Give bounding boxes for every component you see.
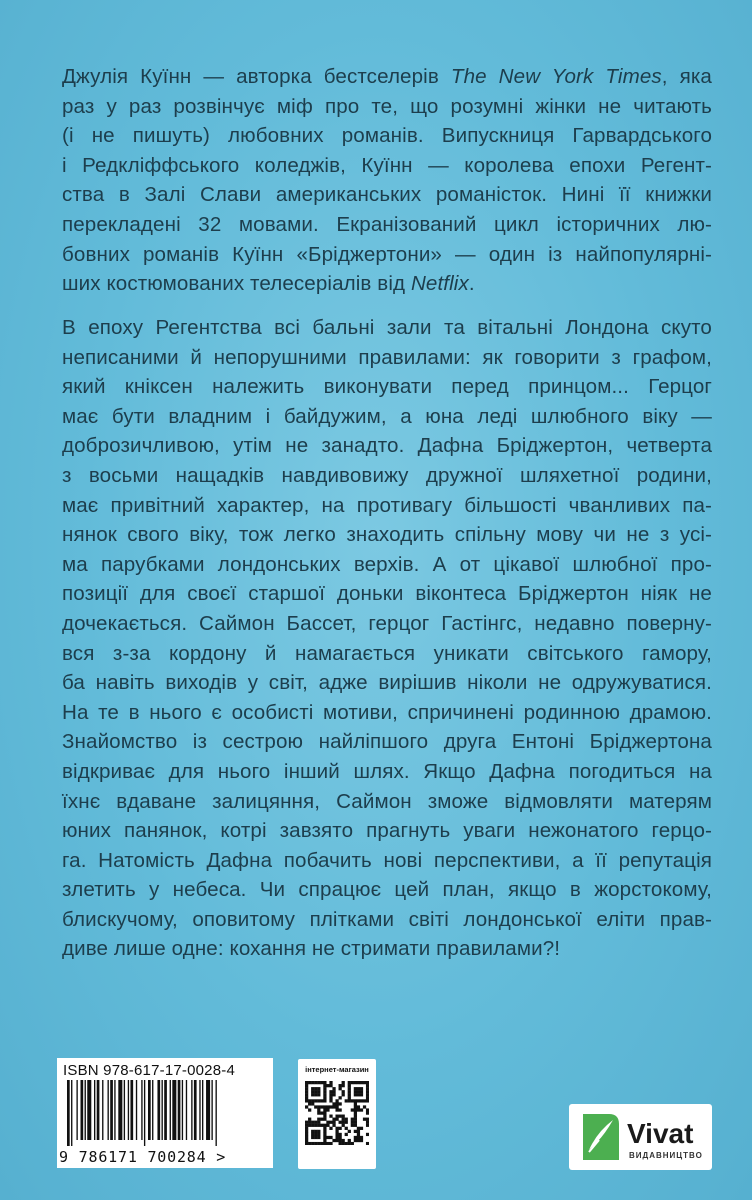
synopsis-line: ма парубками лондонських верхів. А от цікавої шлюбної про- xyxy=(62,552,712,576)
synopsis-line: має привітний характер, на противагу більшості чванливих па- xyxy=(62,493,712,517)
qr-block xyxy=(298,1059,376,1169)
bio-line xyxy=(62,240,712,270)
synopsis-line: неписаними й непорушними правилами: як говорити з графом, xyxy=(62,345,712,369)
bio-text: і Редкліффського коледжів, Куїнн — королева епохи Регент- xyxy=(62,153,712,177)
qr-code-icon xyxy=(305,1081,369,1145)
book-synopsis xyxy=(62,313,712,964)
synopsis-line: На те в нього є особисті мотиви, спричинені родинною драмою. xyxy=(62,700,712,724)
bio-line xyxy=(62,62,712,92)
bio-text: Джулія Куїнн — авторка бестселерів xyxy=(62,65,451,88)
bio-text: бовних романів Куїнн «Бріджертони» — один із найпопулярні- xyxy=(62,242,712,266)
synopsis-line: доброзичливою, утім не занадто. Дафна Бріджертон, четверта xyxy=(62,434,712,458)
bio-text: , яка xyxy=(661,65,712,88)
synopsis-line: Знайомство із сестрою найліпшого друга Ентоні Бріджертона xyxy=(62,730,712,754)
synopsis-line: блискучому, оповитому плітками світі лондонської еліти прав- xyxy=(62,907,712,931)
bio-text: . xyxy=(468,272,475,296)
qr-label: інтернет-магазин xyxy=(305,1065,369,1074)
bio-text: ших костюмованих телесеріалів від xyxy=(62,272,411,296)
italic-title: Netflix xyxy=(410,272,469,296)
isbn-label: ISBN 978-617-17-0028-4 xyxy=(63,1062,236,1079)
synopsis-line: має бути владним і байдужим, а юна леді шлюбного віку — xyxy=(62,404,712,428)
synopsis-line: дочекається. Саймон Бассет, герцог Гастінгс, недавно поверну- xyxy=(62,611,712,635)
synopsis-line: нянок свого віку, тож легко знаходить спільну мову чи не з усі- xyxy=(62,523,712,547)
bio-line xyxy=(62,180,712,210)
isbn-barcode-block xyxy=(57,1058,273,1168)
synopsis-line: В епоху Регентства всі бальні зали та вітальні Лондона скуто xyxy=(62,316,712,339)
author-bio xyxy=(62,62,712,299)
synopsis-line: диве лише одне: кохання не стримати правилами?! xyxy=(62,937,561,961)
barcode-icon xyxy=(65,1080,265,1146)
quill-logo-icon xyxy=(579,1112,621,1162)
barcode-digits: 9 786171 700284 > xyxy=(59,1148,227,1166)
bio-line xyxy=(62,210,712,240)
italic-title: The New York Times xyxy=(450,65,662,88)
bio-line xyxy=(62,151,712,181)
synopsis-line: з восьми нащадків навдивовижу дружної шляхетної родини, xyxy=(62,463,712,487)
synopsis-line: вся з-за кордону й намагається уникати світського гамору, xyxy=(62,641,712,665)
synopsis-line: їхнє вдаване залицяння, Саймон зможе відмовляти матерям xyxy=(62,789,712,813)
publisher-name: Vivat xyxy=(627,1118,694,1149)
synopsis-line: злетить у небеса. Чи спрацює цей план, якщо в жорстокому, xyxy=(62,878,712,902)
bio-text: (і не пишуть) любовних романів. Випускниця Гарвардського xyxy=(62,124,712,148)
synopsis-line: відкриває для нього інший шлях. Якщо Дафна погодиться на xyxy=(62,759,712,783)
publisher-subtitle: ВИДАВНИЦТВО xyxy=(629,1151,703,1160)
synopsis-line: позиції для своєї старшої доньки віконтеса Бріджертон ніяк не xyxy=(62,582,712,606)
bio-text: раз у раз розвінчує міф про те, що розумні жінки не читають xyxy=(62,94,712,118)
synopsis-line: який кніксен належить виконувати перед принцом... Герцог xyxy=(62,375,712,399)
bio-line xyxy=(62,269,712,299)
publisher-logo xyxy=(569,1104,712,1170)
bio-line xyxy=(62,92,712,122)
bio-text: перекладені 32 мовами. Екранізований цикл історичних лю- xyxy=(62,212,712,236)
synopsis-line: ба навіть виходів у світ, адже вирішив ніколи не одружуватися. xyxy=(62,671,712,695)
bio-line xyxy=(62,121,712,151)
bio-text: ства в Залі Слави американських романісток. Нині її книжки xyxy=(62,183,712,207)
synopsis-line: юних панянок, котрі завзято прагнуть уваги нежонатого герцо- xyxy=(62,819,712,843)
synopsis-line: га. Натомість Дафна побачить нові перспективи, а її репутація xyxy=(62,848,712,872)
